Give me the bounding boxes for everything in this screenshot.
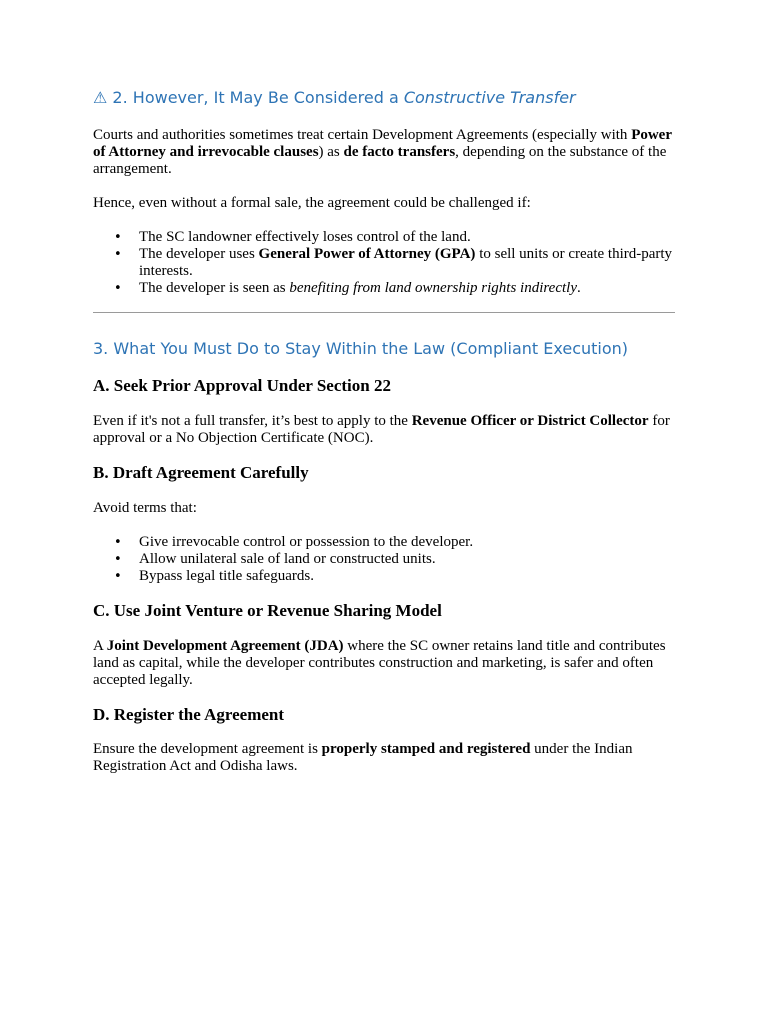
text-run: The developer uses xyxy=(139,246,259,262)
text-run: ) as xyxy=(318,144,344,160)
subsection-c-heading xyxy=(93,601,442,621)
text-run: Ensure the development agreement is xyxy=(93,741,322,757)
text-run: to sell units or create third-party interests. xyxy=(139,246,673,279)
text-run: A xyxy=(93,638,107,654)
bold-text: Revenue Officer or District Collector xyxy=(411,413,649,429)
subsection-a-paragraph xyxy=(93,413,678,447)
bold-text: Power of Attorney and irrevocable clauses xyxy=(93,127,672,160)
text-run: . xyxy=(576,280,581,296)
section-3-heading-text: 3. What You Must Do to Stay Within the Law (Compliant Execution) xyxy=(93,339,629,358)
subsection-d-heading xyxy=(93,705,284,725)
list-item xyxy=(93,246,678,280)
subsection-c-paragraph xyxy=(93,638,678,689)
subsection-b-heading xyxy=(93,463,309,483)
bold-text: properly stamped and registered xyxy=(321,741,531,757)
text-run: under the Indian Registration Act and Odisha laws. xyxy=(93,741,633,774)
text-run: Courts and authorities sometimes treat certain Development Agreements (especially with xyxy=(93,127,632,143)
section-2-paragraph-2: Hence, even without a formal sale, the agreement could be challenged if: xyxy=(93,195,531,211)
section-2-heading-emphasis: Constructive Transfer xyxy=(403,88,576,107)
text-run: Even if it's not a full transfer, it’s best to apply to the xyxy=(93,413,412,429)
text-run: where the SC owner retains land title and contributes land as capital, while the developer contributes construction and marketing, is safer and often accepted legally. xyxy=(93,638,666,688)
italic-text: benefiting from land ownership rights indirectly xyxy=(289,280,577,296)
subsection-a-heading xyxy=(93,376,391,396)
bold-text: de facto transfers xyxy=(343,144,456,160)
list-item: • Bypass legal title safeguards. xyxy=(93,568,678,585)
subsection-d-heading-text: D. Register the Agreement xyxy=(93,705,285,724)
horizontal-divider xyxy=(93,312,675,313)
section-2-paragraph-1 xyxy=(93,127,678,178)
warning-icon: ⚠ xyxy=(93,88,108,107)
list-item: • Allow unilateral sale of land or constructed units. xyxy=(93,551,678,568)
subsection-b-heading-text: B. Draft Agreement Carefully xyxy=(93,463,309,482)
bold-text: Joint Development Agreement (JDA) xyxy=(106,638,344,654)
subsection-d-paragraph xyxy=(93,741,678,775)
section-3-heading xyxy=(93,339,628,359)
section-2-heading xyxy=(93,88,576,108)
text-run: The developer is seen as xyxy=(139,280,290,296)
text-run: , depending on the substance of the arrangement. xyxy=(93,144,667,177)
avoid-terms-list xyxy=(93,534,678,585)
list-item xyxy=(93,280,678,297)
subsection-a-heading-text: A. Seek Prior Approval Under Section 22 xyxy=(93,376,391,395)
list-item-text: The SC landowner effectively loses control of the land. xyxy=(139,229,471,245)
subsection-c-heading-text: C. Use Joint Venture or Revenue Sharing Model xyxy=(93,601,442,620)
text-run: for approval or a No Objection Certificate (NOC). xyxy=(93,413,670,446)
list-item xyxy=(93,229,678,246)
challenge-conditions-list xyxy=(93,229,678,297)
section-2-heading-text: 2. However, It May Be Considered a xyxy=(107,88,404,107)
bold-text: General Power of Attorney (GPA) xyxy=(258,246,476,262)
list-item: • Give irrevocable control or possession to the developer. xyxy=(93,534,678,551)
subsection-b-intro: Avoid terms that: xyxy=(93,500,197,516)
